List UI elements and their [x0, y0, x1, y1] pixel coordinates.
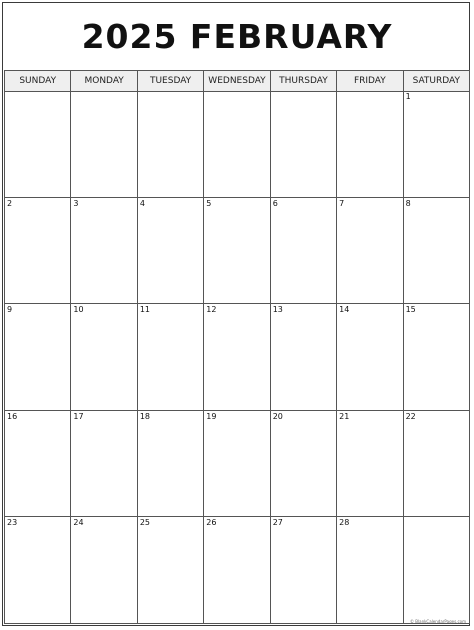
day-number: 17 — [73, 411, 84, 421]
day-cell — [204, 304, 270, 411]
day-number: 4 — [139, 198, 145, 208]
day-cell — [71, 91, 137, 198]
day-cell — [71, 198, 137, 305]
day-cell — [71, 517, 137, 624]
day-number: 21 — [339, 411, 350, 421]
day-cell — [337, 198, 403, 305]
day-cell — [5, 517, 71, 624]
day-number: 24 — [73, 518, 84, 528]
day-number: 13 — [272, 305, 283, 315]
day-cell — [138, 198, 204, 305]
day-number: 3 — [73, 198, 79, 208]
day-cell — [138, 91, 204, 198]
day-cell — [5, 411, 71, 518]
day-number: 10 — [73, 305, 84, 315]
day-cell — [271, 91, 337, 198]
day-cell — [404, 411, 470, 518]
day-cell — [204, 517, 270, 624]
day-number: 12 — [206, 305, 217, 315]
day-number: 23 — [7, 518, 18, 528]
day-number: 15 — [405, 305, 416, 315]
day-cell — [337, 304, 403, 411]
day-cell — [337, 411, 403, 518]
day-cell — [204, 411, 270, 518]
day-cell — [404, 198, 470, 305]
day-cell — [271, 411, 337, 518]
weekday-header-friday: FRIDAY — [337, 71, 403, 91]
day-number: 18 — [139, 411, 151, 421]
day-number: 14 — [339, 305, 350, 315]
day-cell — [71, 411, 137, 518]
day-cell — [337, 91, 403, 198]
day-cell — [5, 304, 71, 411]
day-cell — [5, 91, 71, 198]
weekday-header-wednesday: WEDNESDAY — [204, 71, 270, 91]
weekday-header-monday: MONDAY — [71, 71, 137, 91]
day-number: 8 — [405, 198, 411, 208]
day-cell — [337, 517, 403, 624]
day-cell — [138, 304, 204, 411]
title-bar — [4, 4, 470, 68]
weekday-header-row — [4, 70, 470, 92]
day-cell — [204, 91, 270, 198]
day-number: 5 — [206, 198, 212, 208]
calendar-grid — [4, 91, 470, 624]
day-number: 16 — [7, 411, 18, 421]
day-number: 7 — [339, 198, 345, 208]
day-cell — [404, 91, 470, 198]
calendar-title: 2025 FEBRUARY — [81, 16, 393, 56]
weekday-header-sunday: SUNDAY — [5, 71, 71, 91]
day-number: 9 — [7, 305, 13, 315]
day-number: 26 — [206, 518, 217, 528]
day-cell — [5, 198, 71, 305]
weekday-header-tuesday: TUESDAY — [138, 71, 204, 91]
day-number: 19 — [206, 411, 217, 421]
day-cell — [138, 517, 204, 624]
footer-credit: © BlankCalendarPages.com — [410, 619, 466, 624]
day-cell — [271, 198, 337, 305]
day-number: 22 — [405, 411, 416, 421]
day-cell — [404, 517, 470, 624]
day-number: 28 — [339, 518, 350, 528]
day-cell — [71, 304, 137, 411]
day-number: 20 — [272, 411, 283, 421]
weekday-header-thursday: THURSDAY — [271, 71, 337, 91]
day-cell — [138, 411, 204, 518]
day-cell — [404, 304, 470, 411]
day-number: 1 — [405, 92, 411, 101]
day-number: 11 — [139, 305, 151, 315]
day-cell — [271, 304, 337, 411]
day-number: 2 — [7, 198, 13, 208]
day-cell — [204, 198, 270, 305]
day-number: 27 — [272, 518, 283, 528]
weekday-header-saturday: SATURDAY — [404, 71, 470, 91]
day-number: 25 — [139, 518, 151, 528]
day-number: 6 — [272, 198, 278, 208]
day-cell — [271, 517, 337, 624]
